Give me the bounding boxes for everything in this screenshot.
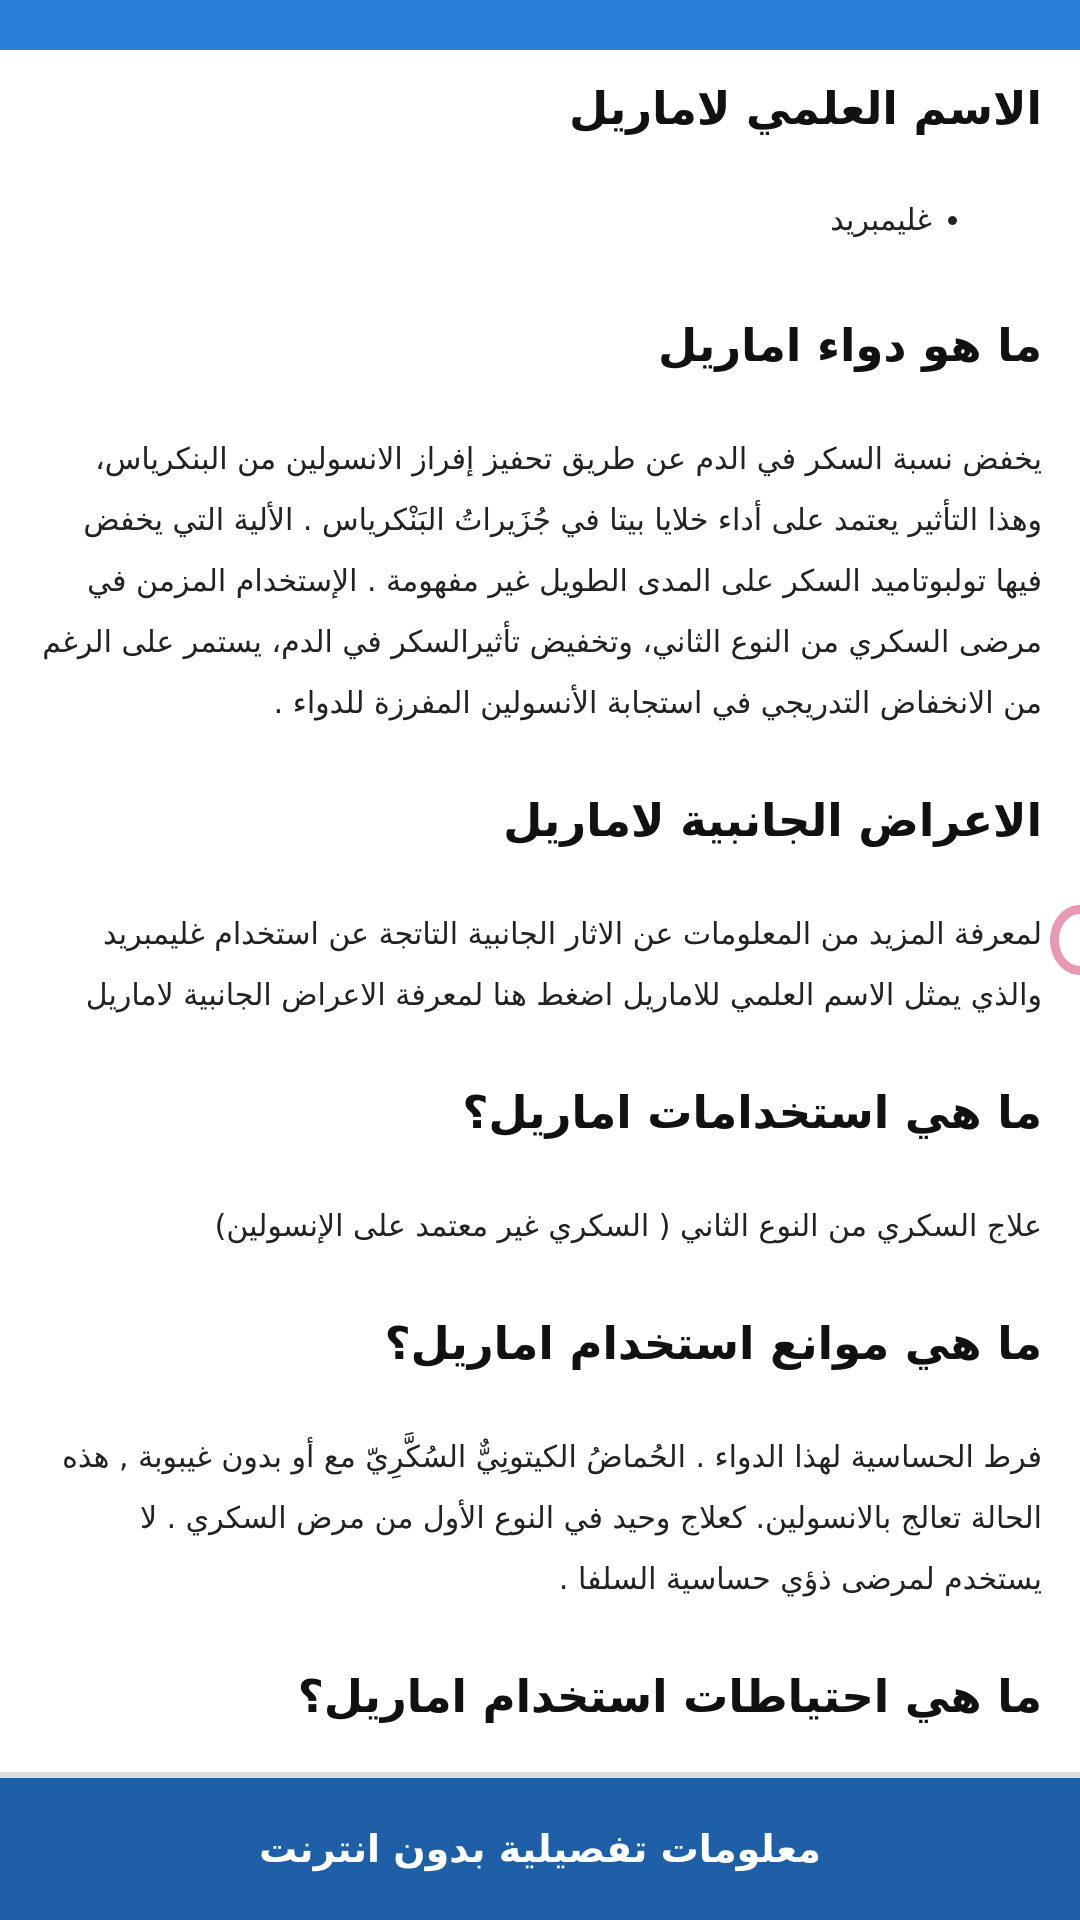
offline-info-banner-label: معلومات تفصيلية بدون انترنت: [259, 1827, 821, 1871]
contraindications-heading: ما هي موانع استخدام اماريل؟: [384, 1317, 1042, 1370]
side-effects-link-paragraph[interactable]: لمعرفة المزيد من المعلومات عن الاثار الجانبية التاتجة عن استخدام غليمبريد والذي يمثل الاسم العلمي للاماريل اضغط هنا لمعرفة الاعراض الجانبية لاماريل: [85, 917, 1042, 1013]
uses-paragraph: علاج السكري من النوع الثاني ( السكري غير معتمد على الإنسولين): [214, 1209, 1042, 1244]
uses-heading: ما هي استخدامات اماريل؟: [462, 1086, 1042, 1139]
scientific-name-heading: الاسم العلمي لاماريل: [569, 82, 1042, 135]
scientific-name-list: [38, 190, 1042, 251]
precautions-heading: ما هي احتياطات استخدام اماريل؟: [297, 1670, 1042, 1723]
list-item: • غليمبريد: [38, 190, 932, 251]
status-bar: [0, 0, 1080, 50]
contraindications-paragraph: فرط الحساسية لهذا الدواء . الحُماضُ الكيتونِيٌّ السُكَّرِيّ مع أو بدون غيبوبة , هذه الحالة تعالج بالانسولين. كعلاج وحيد في النوع الأول من مرض السكري . لا يستخدم لمرضى ذؤي حساسية السلفا .: [62, 1440, 1042, 1597]
side-effects-heading: الاعراض الجانبية لاماريل: [503, 794, 1042, 847]
article-content[interactable]: [0, 50, 1080, 1772]
what-is-heading: ما هو دواء اماريل: [658, 319, 1042, 372]
what-is-paragraph: يخفض نسبة السكر في الدم عن طريق تحفيز إفراز الانسولين من البنكرياس، وهذا التأثير يعتمد على أداء خلايا بيتا في جُزَيراتُ البَنْكرياس . الألية التي يخفض فيها تولبوتاميد السكر على المدى الطويل غير مفهومة . الإستخدام المزمن في مرضى السكري من النوع الثاني، وتخفيض تأثيرالسكر في الدم، يستمر على الرغم من الانخفاض التدريجي في استجابة الأنسولين المفرزة للدواء .: [42, 442, 1042, 721]
offline-info-banner[interactable]: [0, 1778, 1080, 1920]
